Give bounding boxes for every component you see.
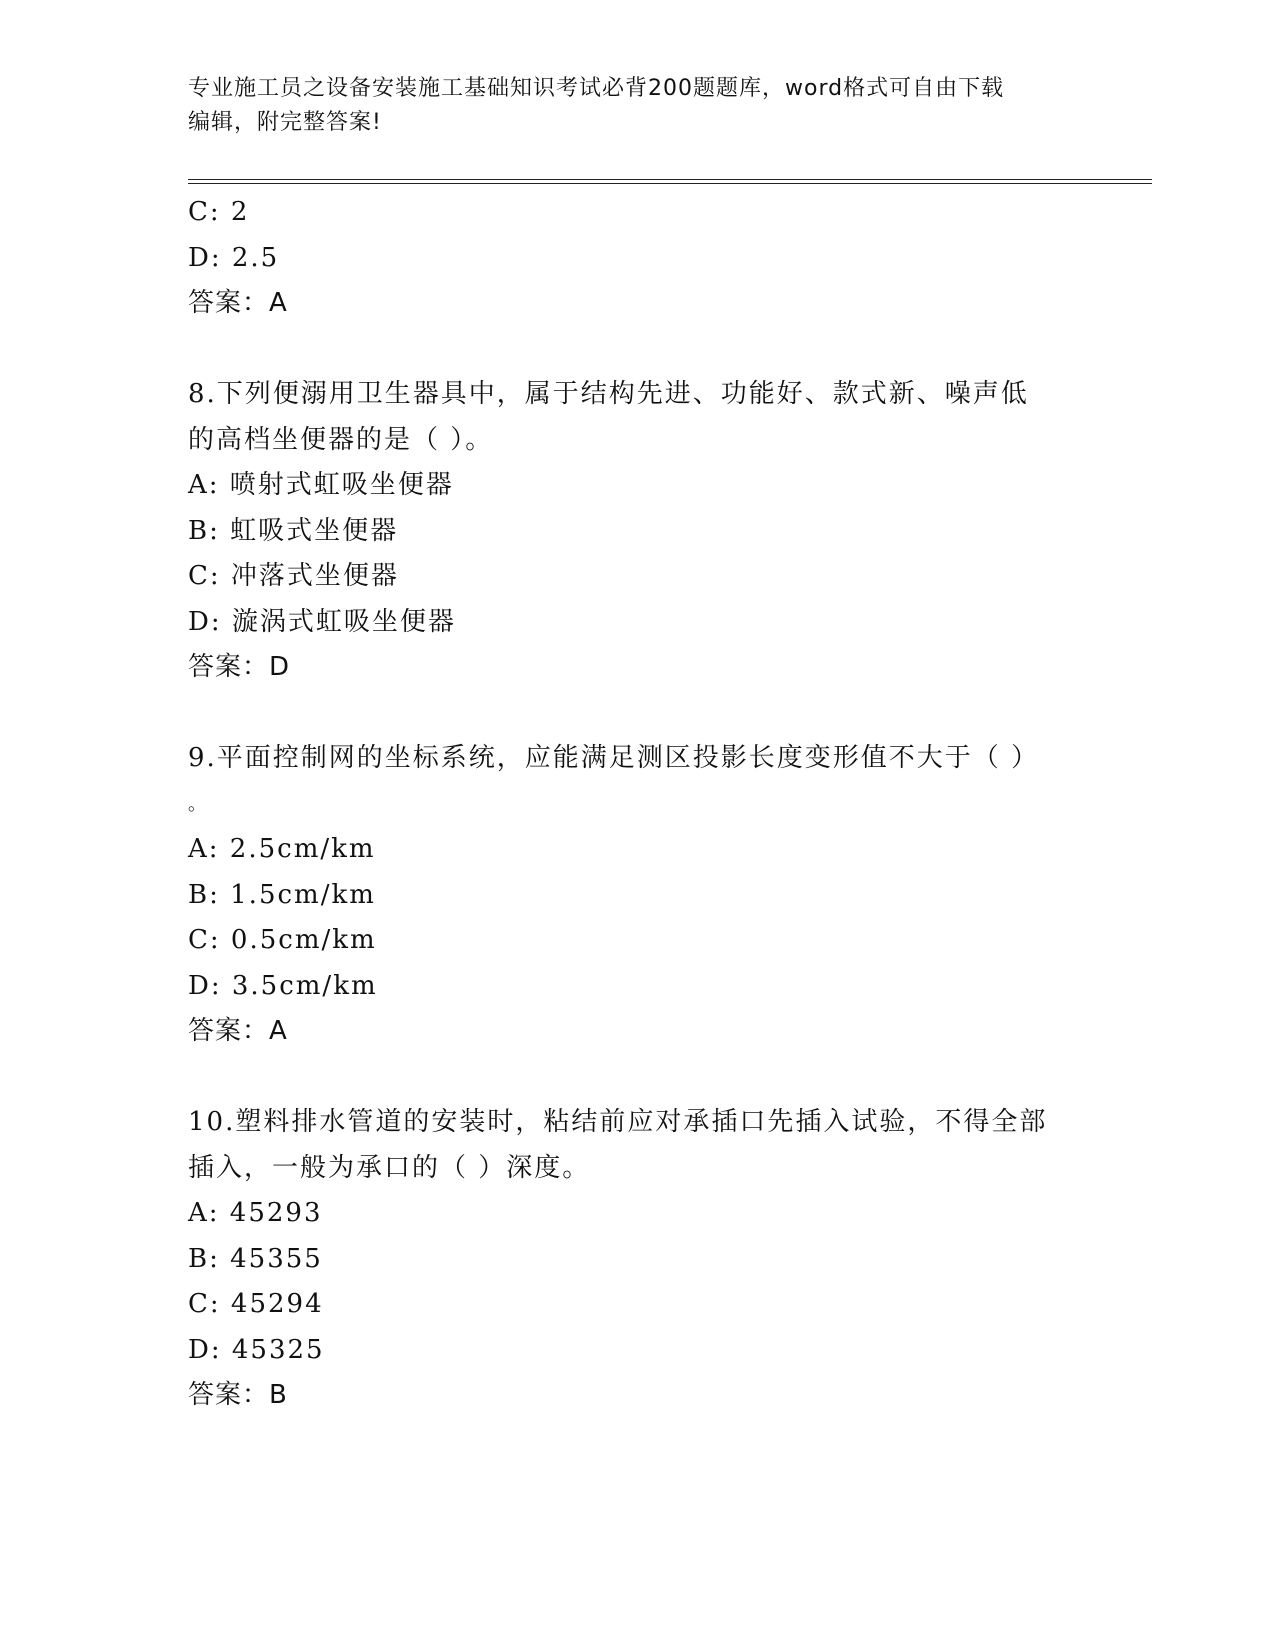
- option-d: D: 3.5cm/km: [188, 970, 378, 1001]
- question-block-10: [188, 1100, 1118, 1419]
- question-stem: 插入，一般为承口的（ ）深度。: [188, 1152, 591, 1183]
- question-stem: 的高档坐便器的是（ ）。: [188, 424, 494, 455]
- option-b: B: 45355: [188, 1243, 323, 1274]
- header-divider-top: [188, 179, 1152, 180]
- answer-line: 答案：A: [188, 288, 288, 318]
- question-stem: 8.下列便溺用卫生器具中，属于结构先进、功能好、款式新、噪声低: [188, 379, 1029, 409]
- option-d: D: 2.5: [188, 242, 280, 273]
- question-block-9: [188, 736, 1118, 1055]
- option-c: C: 45294: [188, 1289, 324, 1319]
- header-line-1: 专业施工员之设备安装施工基础知识考试必背200题题库，word格式可自由下载: [188, 76, 1005, 101]
- question-stem: 10.塑料排水管道的安装时，粘结前应对承插口先插入试验，不得全部: [188, 1107, 1048, 1137]
- option-a: A: 喷射式虹吸坐便器: [188, 470, 454, 500]
- option-c: C: 冲落式坐便器: [188, 561, 399, 591]
- question-content: [188, 190, 1118, 1419]
- option-d: D: 漩涡式虹吸坐便器: [188, 606, 456, 637]
- option-b: B: 1.5cm/km: [188, 879, 376, 910]
- option-d: D: 45325: [188, 1334, 325, 1365]
- option-c: C: 0.5cm/km: [188, 925, 377, 955]
- answer-line: 答案：A: [188, 1016, 288, 1046]
- answer-line: 答案：B: [188, 1380, 288, 1410]
- question-stem: 。: [188, 793, 208, 815]
- option-a: A: 45293: [188, 1198, 323, 1228]
- prev-question-block: [188, 190, 1118, 327]
- question-stem: 9.平面控制网的坐标系统，应能满足测区投影长度变形值不大于（ ）: [188, 743, 1040, 773]
- option-c: C: 2: [188, 197, 250, 227]
- option-b: B: 虹吸式坐便器: [188, 515, 399, 546]
- header-divider-bottom: [188, 183, 1152, 184]
- document-header: [188, 72, 1088, 140]
- header-line-2: 编辑，附完整答案!: [188, 110, 382, 135]
- answer-line: 答案：D: [188, 652, 291, 682]
- option-a: A: 2.5cm/km: [188, 834, 376, 864]
- question-block-8: [188, 372, 1118, 691]
